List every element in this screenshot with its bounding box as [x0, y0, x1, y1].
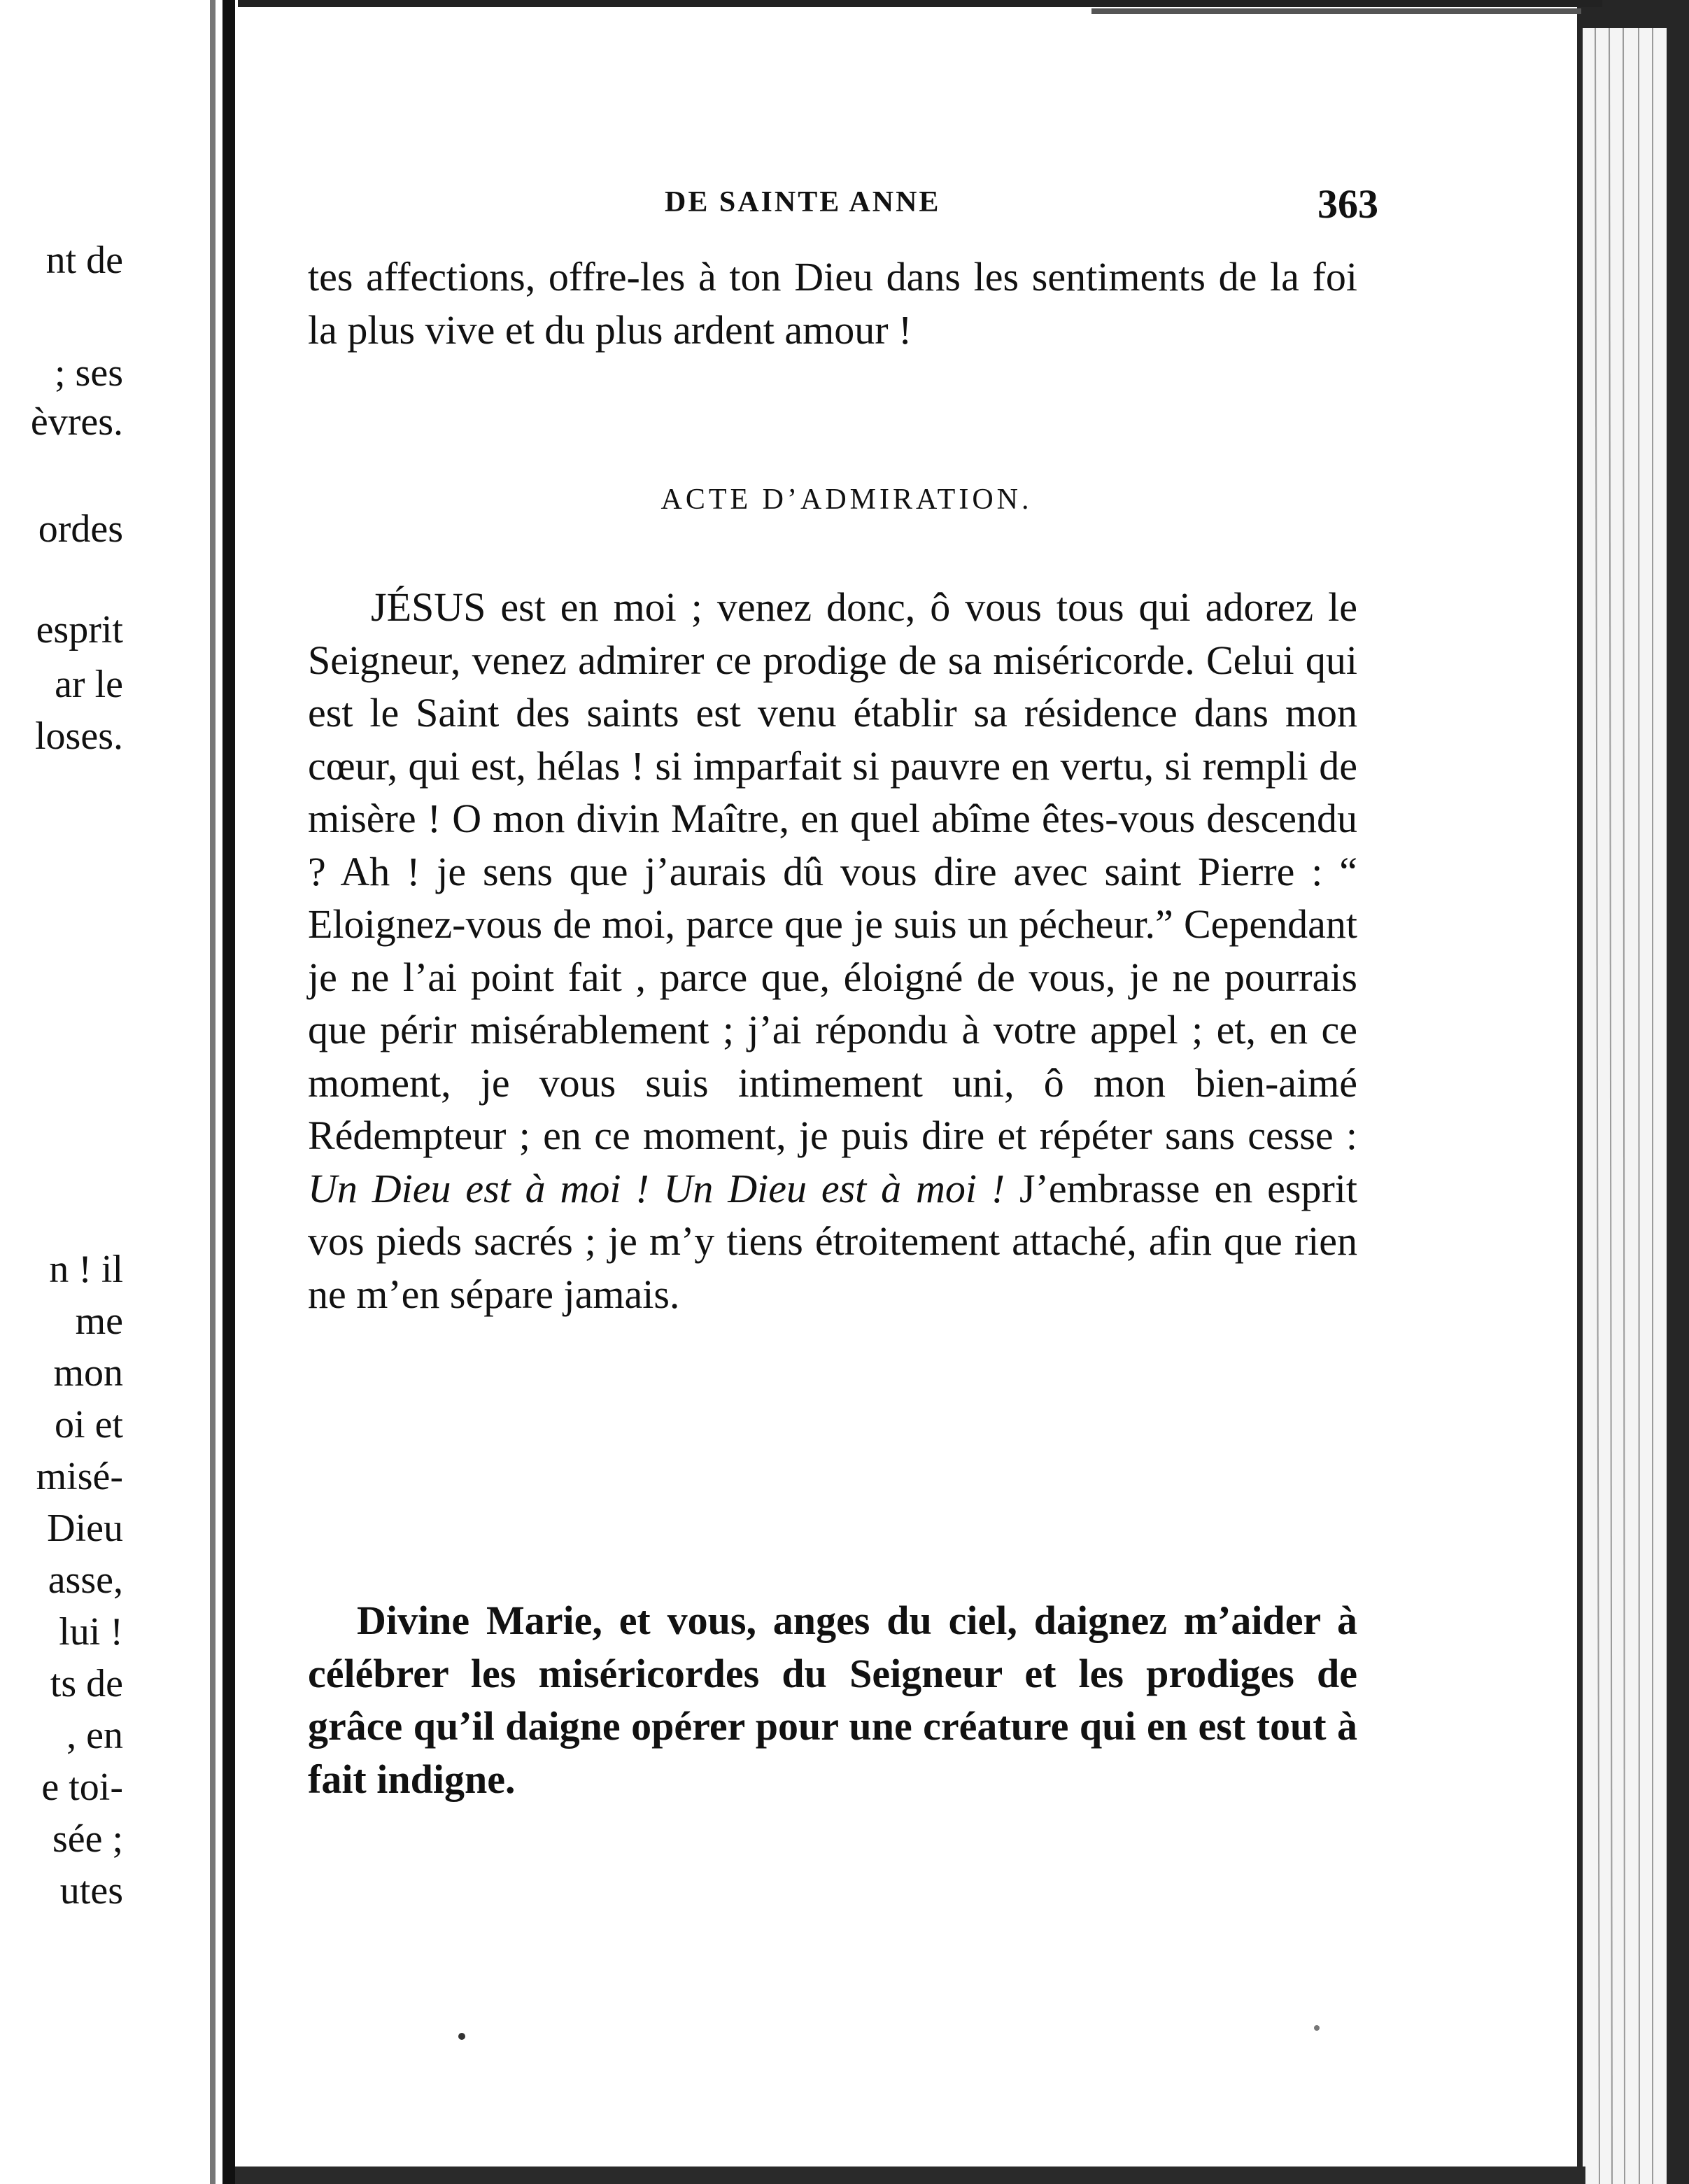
- running-head: DE SAINTE ANNE: [665, 186, 941, 218]
- gutter-line: [222, 0, 235, 2184]
- top-edge-shadow: [1091, 8, 1581, 14]
- left-fragment-line: loses.: [35, 714, 123, 758]
- left-fragment-line: oi et: [55, 1403, 123, 1446]
- left-fragment-line: èvres.: [30, 400, 123, 444]
- ink-speck: [458, 2033, 465, 2040]
- jesus-paragraph-text: JÉSUS est en moi ; venez donc, ô vous tous qui adorez le Seigneur, venez admirer ce prodige de sa miséricorde. Celui qui est le Saint des saints est venu établir sa résidence dans mon cœur, qui est, hélas ! si imparfait si pauvre en vertu, si rempli de misère ! O mon divin Maître, en quel abîme êtes-vous descendu ? Ah ! je sens que j’aurais dû vous dire avec saint Pierre : “ Eloignez-vous de moi, parce que je suis un pécheur.” Cependant je ne l’ai point fait , parce que, éloigné de vous, je ne pourrais que périr misérablement ; j’ai répondu à votre appel ; et, en ce moment, je vous suis intimement uni, ô mon bien-aimé Rédempteur ; en ce moment, je puis dire et répéter sans cesse :: [308, 584, 1357, 1158]
- left-fragment-line: utes: [59, 1869, 123, 1912]
- left-fragment-line: e toi-: [41, 1766, 123, 1809]
- ink-speck: [1314, 2025, 1320, 2031]
- jesus-paragraph-ending: J’embrasse en esprit vos pieds sacrés ; je m’y tiens étroitement attaché, afin que rien ne m’en sépare jamais.: [308, 1165, 1357, 1317]
- page-number: 363: [1317, 181, 1378, 227]
- bottom-edge: [235, 2167, 1585, 2184]
- continuation-paragraph: tes affections, offre-les à ton Dieu dans les sentiments de la foi la plus vive et du plus ardent amour !: [308, 254, 1357, 353]
- section-heading: ACTE D’ADMIRATION.: [660, 484, 1033, 516]
- left-fragment-line: esprit: [36, 608, 123, 651]
- left-fragment-line: , en: [66, 1714, 123, 1757]
- italic-exclamation: Un Dieu est à moi ! Un Dieu est à moi !: [308, 1165, 1005, 1211]
- left-fragment-line: misé-: [36, 1455, 123, 1498]
- left-fragment-line: ar le: [55, 663, 123, 706]
- left-fragment-line: asse,: [48, 1558, 123, 1602]
- left-fragment-line: nt de: [45, 239, 123, 282]
- left-fragment-line: n ! il: [49, 1248, 123, 1291]
- left-fragment-line: Dieu: [47, 1507, 123, 1550]
- left-fragment-line: ; ses: [55, 351, 123, 395]
- jesus-paragraph: [308, 581, 1357, 1320]
- left-fragment-line: lui !: [59, 1610, 123, 1654]
- marie-paragraph: Divine Marie, et vous, anges du ciel, daignez m’aider à célébrer les miséricordes du Seigneur et les prodiges de grâce qu’il daigne opérer pour une créature qui en est tout à fait indigne.: [308, 1598, 1357, 1802]
- gutter-shadow: [210, 0, 215, 2184]
- left-page-fragment: [0, 0, 210, 2184]
- left-fragment-line: me: [75, 1299, 123, 1343]
- left-fragment-line: ts de: [50, 1662, 123, 1705]
- left-fragment-line: ordes: [38, 507, 123, 551]
- top-edge: [238, 0, 1602, 7]
- left-fragment-line: mon: [53, 1351, 123, 1395]
- left-fragment-line: sée ;: [52, 1817, 123, 1861]
